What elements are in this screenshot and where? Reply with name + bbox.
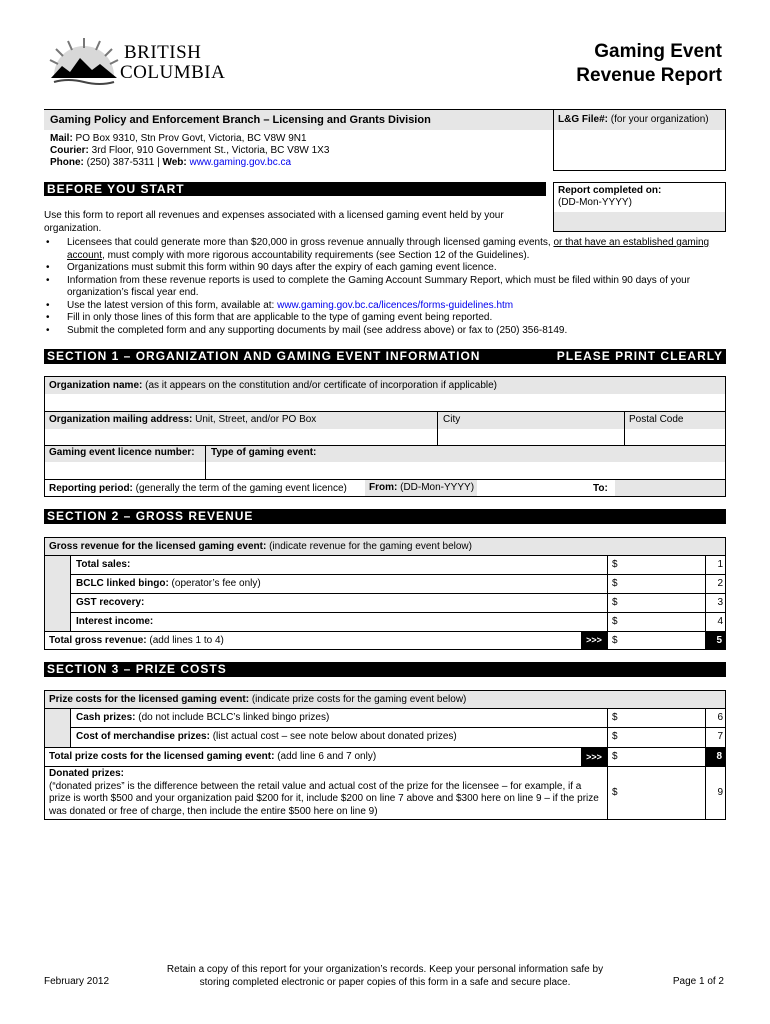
from-field[interactable]: From: (DD-Mon-YYYY)	[365, 480, 477, 496]
before-you-start-bar	[44, 182, 546, 196]
page-title	[576, 40, 722, 88]
line-number: 3	[717, 597, 723, 608]
section3-heading: SECTION 3 – PRIZE COSTS	[47, 662, 227, 676]
forms-link[interactable]: www.gaming.gov.bc.ca/licences/forms-guidelines.htm	[277, 299, 514, 311]
courier-line: Courier: 3rd Floor, 910 Government St., Victoria, BC V8W 1X3	[50, 145, 330, 156]
instruction-list	[44, 237, 726, 337]
logo-line2: COLUMBIA	[120, 62, 226, 83]
to-label: To:	[593, 483, 608, 494]
gst-recovery-input[interactable]: $	[612, 597, 618, 608]
mailing-address-label: Organization mailing address: Unit, Street, and/or PO Box	[49, 414, 317, 425]
footer-note: Retain a copy of this report for your organization’s records. Keep your personal information safe by storing completed electronic or paper copies of this form in a safe and secure place.	[166, 964, 604, 988]
total-sales-label: Total sales:	[76, 559, 131, 570]
section3-bar	[44, 662, 726, 677]
lg-file-input[interactable]	[554, 130, 725, 170]
mail-line: Mail: PO Box 9310, Stn Prov Govt, Victoria, BC V8W 9N1	[50, 133, 307, 144]
print-clearly-note: PLEASE PRINT CLEARLY	[556, 349, 723, 363]
line-number: 9	[717, 787, 723, 798]
mailing-address-input[interactable]	[45, 429, 437, 445]
phone-line: Phone: (250) 387-5311 | Web: www.gaming.gov.bc.ca	[50, 157, 292, 168]
web-link[interactable]: www.gaming.gov.bc.ca	[189, 157, 292, 168]
line-number: 2	[717, 578, 723, 589]
report-completed-label: Report completed on: (DD-Mon-YYYY)	[558, 185, 662, 208]
report-completed-box	[553, 182, 726, 232]
postal-code-label: Postal Code	[629, 414, 684, 425]
line-number-total: 5	[706, 632, 725, 649]
event-type-input[interactable]	[206, 462, 725, 479]
donated-prizes-text: Donated prizes: (“donated prizes” is the difference between the retail value and actual cost of the prize for the licensee – for example, if a prize is worth $500 and your organization paid $200 for it, include $200 on line 7 above and $300 here on line 9 – if the prize was donated or free of charge, then include the entire $500 here on line 9)	[49, 768, 599, 817]
org-name-label: Organization name: (as it appears on the constitution and/or certificate of incorporation if applicable)	[45, 377, 725, 394]
total-prize-costs-label: Total prize costs for the licensed gaming event: (add line 6 and 7 only)	[49, 751, 377, 762]
merchandise-prizes-label: Cost of merchandise prizes: (list actual cost – see note below about donated prizes)	[76, 731, 457, 742]
licence-number-label: Gaming event licence number:	[49, 447, 195, 458]
cash-prizes-label: Cash prizes: (do not include BCLC’s linked bingo prizes)	[76, 712, 330, 723]
list-item: • Organizations must submit this form within 90 days after the expiry of each gaming event licence.	[44, 262, 726, 275]
list-item: • Submit the completed form and any supporting documents by mail (see address above) or fax to (250) 356-8149.	[44, 325, 726, 338]
footer-date: February 2012	[44, 976, 110, 987]
interest-income-label: Interest income:	[76, 616, 154, 627]
section2-bar	[44, 509, 726, 524]
section1-table	[44, 376, 726, 497]
city-input[interactable]	[438, 429, 624, 445]
merchandise-prizes-input[interactable]: $	[612, 731, 618, 742]
branch-box	[44, 109, 554, 179]
bc-logo-icon	[48, 36, 120, 86]
report-completed-input[interactable]	[554, 212, 725, 231]
cash-prizes-input[interactable]: $	[612, 712, 618, 723]
total-prize-costs-input[interactable]: $	[612, 751, 618, 762]
title-line2: Revenue Report	[576, 65, 722, 86]
intro-text: Use this form to report all revenues and expenses associated with a licensed gaming event held by your organization.	[44, 210, 504, 234]
lg-file-label: L&G File#: (for your organization)	[554, 110, 725, 130]
gst-recovery-label: GST recovery:	[76, 597, 145, 608]
interest-income-input[interactable]: $	[612, 616, 618, 627]
title-line1: Gaming Event	[594, 41, 722, 62]
list-item: • Licensees that could generate more than $20,000 in gross revenue annually through licensed gaming events, or that have an established gaming account, must comply with more rigorous accountability requirements (see Section 12 of the Guidelines).	[44, 237, 726, 262]
total-sales-input[interactable]: $	[612, 559, 618, 570]
logo-line1: BRITISH	[124, 42, 202, 63]
postal-code-input[interactable]	[625, 429, 725, 445]
section1-heading: SECTION 1 – ORGANIZATION AND GAMING EVENT INFORMATION	[47, 349, 481, 363]
line-number: 6	[717, 712, 723, 723]
list-item: • Information from these revenue reports is used to complete the Gaming Account Summary Report, which must be filed within 90 days of your organization’s fiscal year end.	[44, 275, 726, 300]
lg-file-box	[553, 109, 726, 171]
section2-heading: SECTION 2 – GROSS REVENUE	[47, 509, 254, 523]
licence-number-input[interactable]	[45, 462, 205, 479]
line-number: 4	[717, 616, 723, 627]
line-number: 1	[717, 559, 723, 570]
total-gross-revenue-label: Total gross revenue: (add lines 1 to 4)	[49, 635, 224, 646]
gross-revenue-intro: Gross revenue for the licensed gaming event: (indicate revenue for the gaming event below)	[45, 538, 725, 555]
line-number: 7	[717, 731, 723, 742]
line-number-total: 8	[706, 748, 725, 766]
donated-prizes-input[interactable]: $	[612, 787, 618, 798]
page-number: Page 1 of 2	[672, 976, 724, 987]
bc-logo	[48, 36, 228, 88]
total-gross-revenue-input[interactable]: $	[612, 635, 618, 646]
arrow-indicator: >>>	[581, 632, 607, 649]
list-item: • Fill in only those lines of this form that are applicable to the type of gaming event being reported.	[44, 312, 726, 325]
bclc-bingo-label: BCLC linked bingo: (operator’s fee only)	[76, 578, 261, 589]
prize-costs-intro: Prize costs for the licensed gaming event: (indicate prize costs for the gaming event below)	[45, 691, 725, 708]
section3-table	[44, 690, 726, 820]
event-type-label: Type of gaming event:	[211, 447, 317, 458]
arrow-indicator: >>>	[581, 748, 607, 766]
org-name-input[interactable]	[45, 394, 725, 411]
city-label: City	[443, 414, 461, 425]
section1-bar	[44, 349, 726, 364]
bclc-bingo-input[interactable]: $	[612, 578, 618, 589]
branch-name: Gaming Policy and Enforcement Branch – Licensing and Grants Division	[44, 110, 554, 130]
list-item: • Use the latest version of this form, available at: www.gaming.gov.bc.ca/licences/forms-guidelines.htm	[44, 300, 726, 313]
reporting-period-label: Reporting period: (generally the term of the gaming event licence)	[49, 483, 347, 494]
before-you-start-heading: BEFORE YOU START	[47, 182, 185, 196]
section2-table	[44, 537, 726, 650]
to-input[interactable]	[615, 480, 725, 496]
